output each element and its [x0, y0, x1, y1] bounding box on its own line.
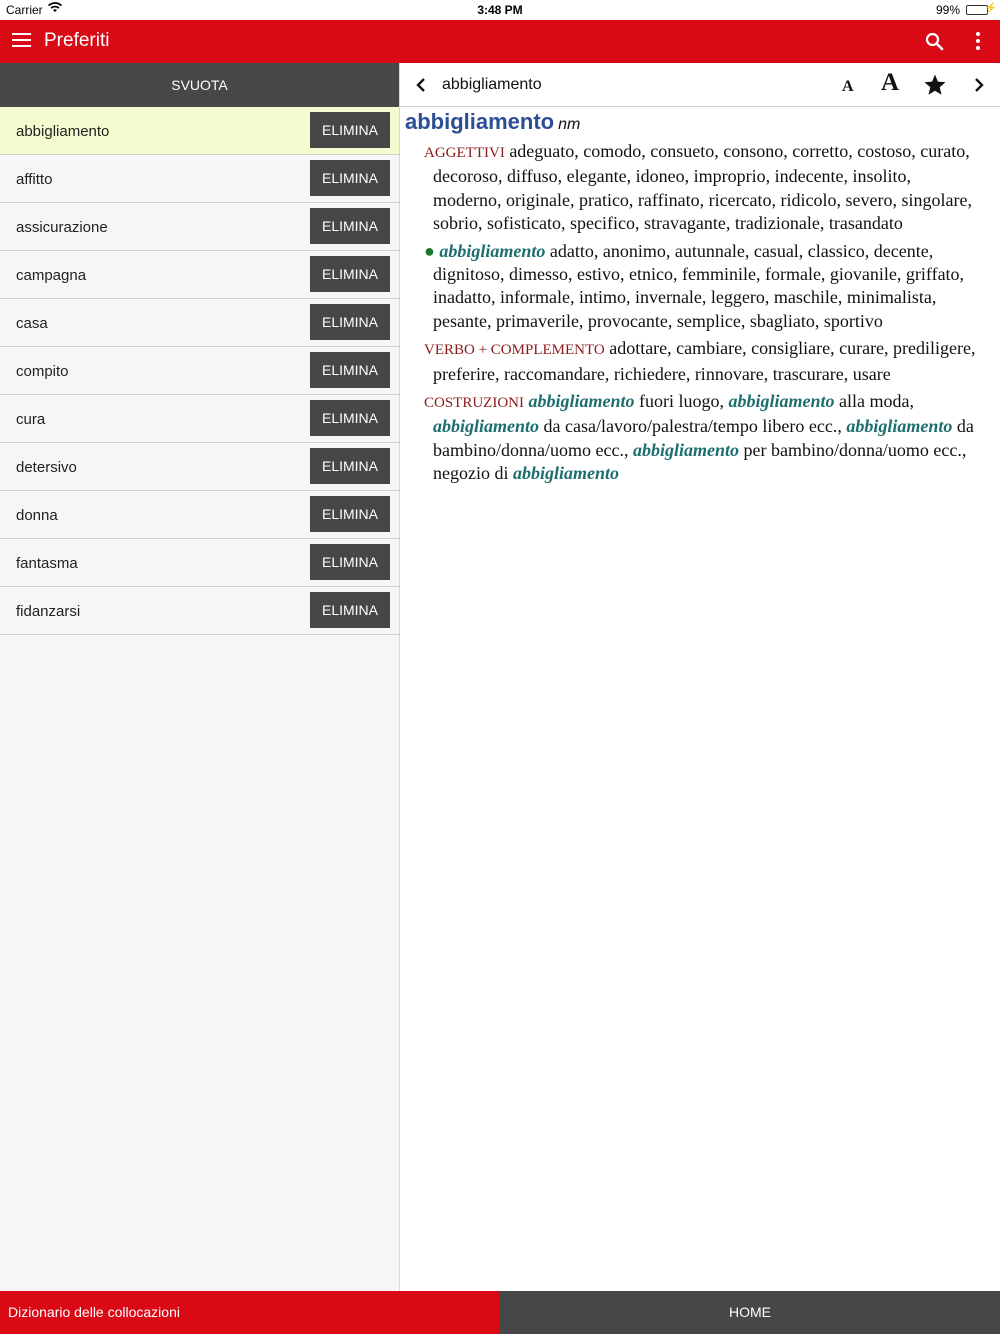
favorite-row[interactable] [0, 539, 399, 587]
charging-icon: ⚡ [984, 3, 997, 14]
favorite-row[interactable] [0, 299, 399, 347]
collocates-text: da bambino/donna/uomo ecc., [433, 416, 974, 460]
collocation-category: COSTRUZIONI [424, 395, 524, 412]
entry-panel [400, 63, 1000, 1291]
bullet-icon: ● [424, 240, 435, 261]
delete-button[interactable]: ELIMINA [310, 400, 390, 436]
clock: 3:48 PM [477, 3, 523, 17]
collocates-text: adottare, cambiare, consigliare, curare, prediligere, preferire, raccomandare, richiedere, rinnovare, trascurare, usare [433, 338, 976, 384]
headword-ref: abbigliamento [632, 439, 739, 460]
delete-button[interactable]: ELIMINA [310, 592, 390, 628]
favorite-row[interactable] [0, 587, 399, 635]
entry-toolbar [400, 63, 1000, 107]
collocates-text: da casa/lavoro/palestra/tempo libero ecc., [539, 416, 847, 437]
carrier-label: Carrier [6, 3, 43, 17]
favorite-word[interactable]: cura [16, 411, 46, 428]
part-of-speech: nm [558, 116, 581, 133]
collocates-text: alla moda, [834, 391, 915, 412]
app-name-label: Dizionario delle collocazioni [0, 1291, 500, 1334]
favorite-row[interactable] [0, 251, 399, 299]
favorite-word[interactable]: affitto [16, 171, 53, 188]
favorite-word[interactable]: fidanzarsi [16, 603, 81, 620]
delete-button[interactable]: ELIMINA [310, 304, 390, 340]
battery-percent: 99% [935, 3, 960, 17]
favorite-word[interactable]: campagna [16, 267, 87, 284]
headword-ref: abbigliamento [433, 416, 540, 437]
delete-button[interactable]: ELIMINA [310, 160, 390, 196]
sense-block [424, 390, 982, 486]
sense-block [424, 337, 982, 386]
delete-button[interactable]: ELIMINA [310, 496, 390, 532]
collocates-text: adatto, anonimo, autunnale, casual, classico, decente, dignitoso, dimesso, estivo, etnico, femminile, formale, giovanile, griffato, inadatto, informale, intimo, invernale, leggero, maschile, minimalista, pesante, primaverile, provocante, semplice, sbagliato, sportivo [433, 240, 965, 331]
headword-ref: abbigliamento [528, 391, 635, 412]
star-icon[interactable] [923, 73, 947, 97]
favorite-row[interactable] [0, 155, 399, 203]
page-title: Preferiti [44, 30, 110, 51]
delete-button[interactable]: ELIMINA [310, 112, 390, 148]
headword-ref: abbigliamento [728, 391, 835, 412]
headword: abbigliamento [405, 109, 555, 134]
sense-block [424, 240, 982, 334]
search-icon[interactable] [924, 31, 946, 53]
decrease-font-button[interactable]: A [842, 78, 854, 95]
collocates-text: per bambino/donna/uomo ecc., negozio di [433, 439, 967, 484]
favorite-word[interactable]: detersivo [16, 459, 77, 476]
sense-block [424, 140, 982, 236]
headword-ref: abbigliamento [512, 463, 619, 484]
favorite-row[interactable] [0, 107, 399, 155]
favorite-row[interactable] [0, 443, 399, 491]
collocates-text: fuori luogo, [634, 391, 729, 412]
collocation-category: VERBO + COMPLEMENTO [424, 342, 605, 359]
status-bar [0, 0, 1000, 20]
senses-list [405, 140, 982, 486]
app-bar [0, 20, 1000, 63]
entry-heading [405, 109, 982, 135]
collocation-category: AGGETTIVI [424, 145, 505, 161]
entry-title: abbigliamento [442, 76, 542, 93]
increase-font-button[interactable]: A [881, 69, 900, 96]
dictionary-entry [400, 107, 1000, 486]
home-button[interactable]: HOME [500, 1291, 1000, 1334]
favorite-row[interactable] [0, 395, 399, 443]
delete-button[interactable]: ELIMINA [310, 208, 390, 244]
favorites-list [0, 107, 399, 635]
delete-button[interactable]: ELIMINA [310, 544, 390, 580]
headword-ref: abbigliamento [846, 416, 953, 437]
collocates-text: adeguato, comodo, consueto, consono, corretto, costoso, curato, decoroso, diffuso, elegante, idoneo, improprio, indecente, insolito, moderno, originale, pratico, raffinato, ricercato, ridicolo, severo, singolare, sobrio, sofisticato, specifico, stravagante, tradizionale, trasandato [433, 141, 972, 234]
favorite-word[interactable]: donna [16, 507, 58, 524]
favorite-row[interactable] [0, 347, 399, 395]
back-icon[interactable] [414, 76, 428, 94]
clear-all-button[interactable]: SVUOTA [0, 63, 399, 107]
favorite-word[interactable]: fantasma [16, 555, 78, 572]
favorite-row[interactable] [0, 203, 399, 251]
delete-button[interactable]: ELIMINA [310, 256, 390, 292]
delete-button[interactable]: ELIMINA [310, 352, 390, 388]
favorite-word[interactable]: assicurazione [16, 219, 108, 236]
forward-icon[interactable] [972, 76, 986, 94]
favorite-word[interactable]: abbigliamento [16, 123, 110, 140]
favorite-word[interactable]: compito [16, 363, 69, 380]
favorite-row[interactable] [0, 491, 399, 539]
favorites-panel [0, 63, 400, 1291]
menu-icon[interactable] [12, 33, 31, 49]
headword-ref: abbigliamento [439, 240, 546, 261]
delete-button[interactable]: ELIMINA [310, 448, 390, 484]
more-options-icon[interactable] [970, 32, 986, 52]
favorite-word[interactable]: casa [16, 315, 48, 332]
